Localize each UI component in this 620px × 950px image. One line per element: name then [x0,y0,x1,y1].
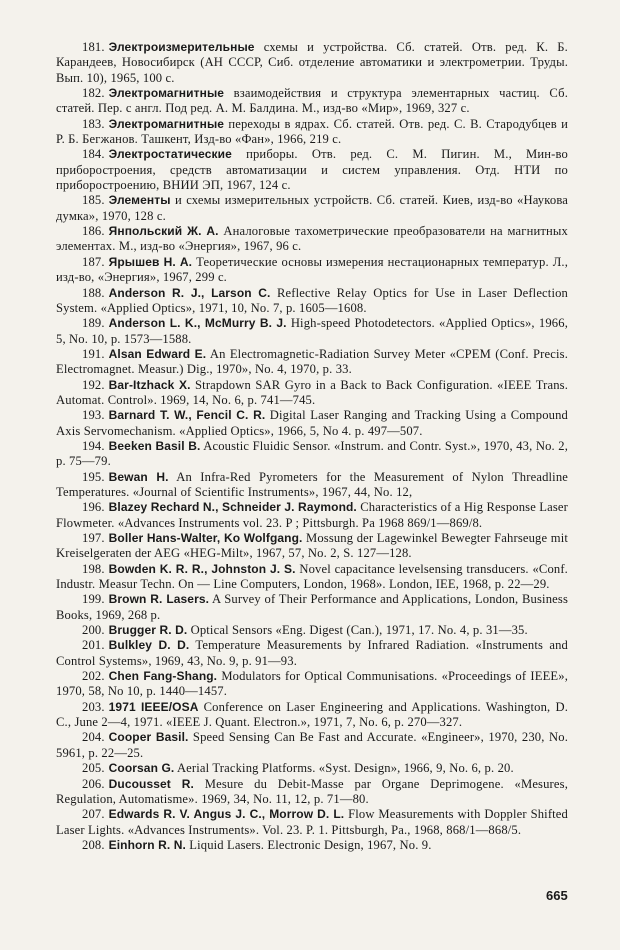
reference-entry [56,378,568,409]
reference-text: Mesure du Debit-Masse par Organe Deprimogene. «Mesures, Regulation, Automatisme». 1969, 34, No. 11, 12, p. 71—80. [56,776,568,806]
reference-text: Conference on Laser Engineering and Applications. Washington, D. C., June 2—4, 1971. «IEEE J. Quant. Electron.», 1971, 7, No. 6, p. 270—327. [56,699,568,730]
reference-number: 182. [82,86,105,101]
reference-entry [56,761,568,776]
reference-author: Bulkley D. D. [108,638,190,653]
reference-author: Boller Hans-Walter, Ko Wolfgang. [108,531,303,545]
reference-number: 189. [82,316,105,331]
reference-number: 183. [82,116,105,131]
reference-entry [56,255,568,286]
reference-text: Mossung der Lagewinkel Bewegter Fahrseuge mit Kreiselgeraten der AEG «HEG-Milt», 1967, 57, No. 2, S. 127—128. [56,531,568,561]
reference-author: Электромагнитные [108,86,225,101]
reference-list [56,40,568,853]
reference-author: Bar-Itzhack X. [108,377,191,392]
reference-number: 201. [82,638,105,653]
reference-author: Bewan H. [108,469,169,484]
reference-entry [56,224,568,255]
reference-text: A Survey of Their Performance and Applications, London, Business Books, 1969, 268 p. [56,592,568,622]
reference-entry [56,592,568,623]
reference-number: 185. [82,193,105,208]
reference-number: 206. [82,776,105,791]
reference-text: Speed Sensing Can Be Fast and Accurate. «Engineer», 1970, 230, No. 5961, p. 22—25. [56,730,568,760]
reference-entry [56,86,568,117]
reference-entry [56,838,568,853]
reference-number: 203. [82,699,105,714]
page-number: 665 [546,888,568,903]
reference-entry [56,147,568,193]
reference-author: Edwards R. V. Angus J. C., Morrow D. L. [108,807,345,822]
reference-number: 205. [82,761,105,776]
reference-entry [56,730,568,761]
reference-author: Электростатические [108,147,232,162]
reference-text: Reflective Relay Optics for Use in Laser Deflection System. «Applied Optics», 1971, 10, No. 7, p. 1605—1608. [56,285,568,315]
reference-entry [56,500,568,531]
reference-author: 1971 IEEE/OSA [108,699,199,714]
reference-text: Optical Sensors «Eng. Digest (Can.), 1971, 17. No. 4, p. 31—35. [190,623,528,638]
reference-entry [56,40,568,86]
reference-number: 207. [82,807,105,822]
reference-entry [56,408,568,439]
reference-author: Brown R. Lasers. [108,592,210,607]
reference-text: Flow Measurements with Doppler Shifted Laser Lights. «Advances Instruments». Vol. 23. P. 1. Pittsburgh, Pa., 1968, 868/1—868/5. [56,807,568,837]
reference-text: Digital Laser Ranging and Tracking Using a Compound Axis Servomechanism. «Applied Optics», 1966, 5, No 4. p. 497—507. [56,408,568,438]
reference-number: 208. [82,837,105,852]
reference-author: Blazey Rechard N., Schneider J. Raymond. [108,500,357,515]
reference-number: 194. [82,438,105,453]
reference-text: Strapdown SAR Gyro in a Back to Back Configuration. «IEEE Trans. Automat. Control». 1969, 14, No. 6, p. 741—745. [56,377,568,407]
reference-text: An Infra-Red Pyrometers for the Measurement of Nylon Threadline Temperatures. «Journal of Scientific Instruments», 1967, 44, No. 12, [56,469,569,499]
reference-author: Barnard T. W., Fencil C. R. [108,408,266,423]
reference-author: Ducousset R. [108,776,194,791]
reference-author: Beeken Basil B. [108,438,201,453]
reference-entry [56,439,568,470]
reference-text: Теоретические основы измерения нестационарных температур. Л., изд-во, «Энергия», 1967, 299 с. [56,254,568,285]
reference-number: 198. [82,561,105,576]
reference-text: Novel capacitance levelsensing transducers. «Conf. Industr. Measur Techn. On — Line Computers, London, 1968». London, IEE, 1968, p. 22—29. [56,561,568,592]
reference-entry [56,470,568,501]
reference-entry [56,286,568,317]
reference-entry [56,807,568,838]
reference-number: 191. [82,346,105,361]
reference-text: Modulators for Optical Communisations. «Proceedings of IEEE», 1970, 58, No 10, p. 1440—1457. [56,669,568,699]
reference-text: взаимодействия и структура элементарных частиц. Сб. статей. Пер. с англ. Под ред. А. М. Балдина. М., изд-во «Мир», 1969, 327 с. [56,86,568,116]
reference-entry [56,669,568,700]
reference-text: Temperature Measurements by Infrared Radiation. «Instruments and Control Systems», 1969, 43, No. 9, p. 91—93. [56,638,568,668]
reference-entry [56,623,568,638]
reference-entry [56,777,568,808]
reference-author: Ярышев Н. А. [108,254,193,269]
reference-entry [56,117,568,148]
reference-text: Liquid Lasers. Electronic Design, 1967, No. 9. [189,837,432,852]
reference-author: Электроизмерительные [108,40,255,54]
reference-author: Электромагнитные [108,116,225,131]
reference-entry [56,193,568,224]
reference-entry [56,316,568,347]
reference-text: схемы и устройства. Сб. статей. Отв. ред. К. Б. Карандеев, Новосибирск (АН СССР, Сиб. отделение автоматики и электрометрии. Труды. Вып. 10), 1965, 100 с. [56,40,568,85]
reference-author: Anderson L. K., McMurry B. J. [108,316,287,331]
reference-author: Anderson R. J., Larson C. [108,285,271,300]
reference-text: Aerial Tracking Platforms. «Syst. Design», 1966, 9, No. 6, p. 20. [176,761,514,776]
reference-number: 197. [82,531,105,545]
reference-number: 200. [82,623,105,638]
reference-number: 202. [82,669,105,684]
reference-entry [56,347,568,378]
reference-text: Acoustic Fluidic Sensor. «Instrum. and Contr. Syst.», 1970, 43, No. 2, p. 75—79. [56,438,568,469]
reference-number: 188. [82,285,105,300]
reference-number: 199. [82,592,105,607]
reference-author: Элементы [108,193,171,208]
reference-entry [56,531,568,562]
reference-text: и схемы измерительных устройств. Сб. статей. Киев, изд-во «Наукова думка», 1970, 128 с. [56,193,568,223]
reference-entry [56,638,568,669]
reference-text: Аналоговые тахометрические преобразователи на магнитных элементах. М., изд-во «Энергия», 1967, 96 с. [56,224,568,254]
reference-text: High-speed Photodetectors. «Applied Optics», 1966, 5, No. 10, p. 1573—1588. [56,316,568,346]
reference-number: 193. [82,408,105,423]
reference-number: 204. [82,730,105,745]
reference-entry [56,562,568,593]
reference-number: 187. [82,254,105,269]
reference-author: Chen Fang-Shang. [108,669,218,684]
reference-author: Brugger R. D. [108,623,188,638]
reference-number: 195. [82,469,105,484]
reference-text: Characteristics of a Hig Response Laser Flowmeter. «Advances Instruments vol. 23. P ; Pittsburgh. Pa 1968 869/1—869/8. [56,500,569,530]
reference-author: Alsan Edward E. [108,346,207,361]
reference-author: Einhorn R. N. [108,837,186,852]
reference-text: приборы. Отв. ред. С. М. Пигин. М., Мин-во приборостроения, средств автоматизации и систем управления. Отд. НТИ по приборостроению, ВНИИ ЭП, 1967, 124 с. [56,147,568,193]
reference-number: 192. [82,377,105,392]
reference-number: 184. [82,147,105,162]
reference-author: Coorsan G. [108,761,175,776]
reference-author: Bowden K. R. R., Johnston J. S. [108,561,296,576]
reference-text: An Electromagnetic-Radiation Survey Meter «CPEM (Conf. Precis. Electromagnet. Measur.) Dig., 1970», No. 4, 1970, p. 33. [56,346,568,377]
reference-number: 181. [82,40,105,54]
reference-text: переходы в ядрах. Сб. статей. Отв. ред. С. В. Стародубцев и Р. Б. Бегжанов. Ташкент, Изд-во «Фан», 1966, 219 с. [56,116,568,147]
reference-number: 196. [82,500,105,515]
reference-entry [56,700,568,731]
reference-number: 186. [82,224,105,239]
reference-author: Cooper Basil. [108,730,189,745]
reference-author: Янпольский Ж. А. [108,224,219,239]
